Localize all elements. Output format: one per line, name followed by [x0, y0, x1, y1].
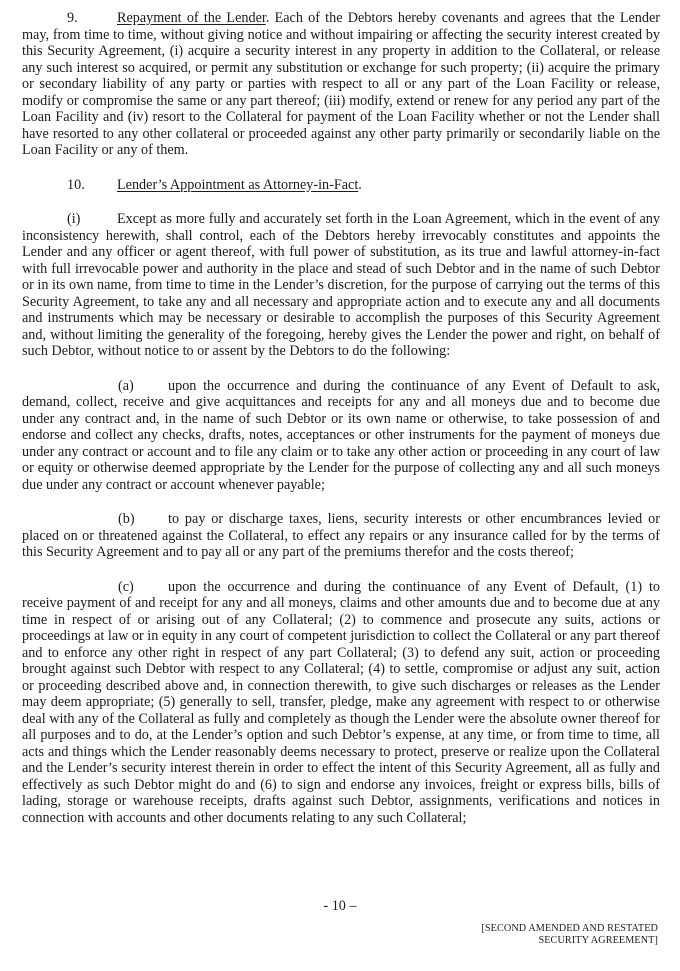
section-10-clause-c: [22, 579, 660, 827]
clause-c-text: upon the occurrence and during the continuance of any Event of Default, (1) to receive payment of and receipt for any and all moneys, claims and other amounts due and to become due at any time in respect of or arising out of any Collateral; (2) to commence and prosecute any suits, actions or proceedings at law or in equity in any court of competent jurisdiction to collect the Collateral or any part thereof and to enforce any other right in respect of any part Collateral; (3) to defend any suit, action or proceeding brought against such Debtor with respect to any Collateral; (4) to settle, compromise or adjust any suit, action or proceeding described above and, in connection therewith, to give such discharges or releases as the Lender may deem appropriate; (5) generally to sell, transfer, pledge, make any agreement with respect to or otherwise deal with any of the Collateral as fully and completely as though the Lender were the absolute owner thereof for all purposes and to do, at the Lender’s option and such Debtor’s expense, at any time, or from time to time, all acts and things which the Lender reasonably deems necessary to protect, preserve or realize upon the Collateral and the Lender’s security interest therein in order to effect the intent of this Security Agreement, all as fully and effectively as such Debtor might do and (6) to sign and endorse any invoices, freight or express bills, bills of lading, storage or warehouse receipts, drafts against such Debtor, assignments, verifications and notices in connection with accounts and other documents relating to any such Collateral;: [22, 578, 660, 826]
section-10-heading: [22, 177, 660, 194]
clause-b-label: (b): [118, 511, 135, 527]
section-10-clause-b: [22, 511, 660, 561]
section-10-clause-a: [22, 378, 660, 494]
clause-i-text: Except as more fully and accurately set forth in the Loan Agreement, which in the event of any inconsistency herewith, shall control, each of the Debtors hereby irrevocably constitutes and appoints the Lender and any officer or agent thereof, with full power of substitution, as its true and lawful attorney-in-fact with full irrevocable power and authority in the place and stead of such Debtor and in the name of such Debtor or in its own name, from time to time in the Lender’s discretion, for the purpose of carrying out the terms of this Security Agreement, to take any and all necessary and appropriate action and to execute any and all documents and instruments which may be necessary or desirable to accomplish the purposes of this Security Agreement and, without limiting the generality of the foregoing, hereby gives the Lender the power and right, on behalf of such Debtor, without notice to or assent by the Debtors to do the following:: [22, 211, 660, 359]
page-number: - 10 –: [323, 898, 357, 914]
section-9-title: Repayment of the Lender: [117, 10, 266, 26]
document-reference: [481, 923, 658, 947]
section-10-title: Lender’s Appointment as Attorney-in-Fact: [117, 176, 359, 193]
document-page: [22, 10, 660, 826]
document-reference-line-1: [SECOND AMENDED AND RESTATED: [481, 923, 658, 934]
clause-b-text: to pay or discharge taxes, liens, security interests or other encumbrances levied or placed on or threatened against the Collateral, to effect any repairs or any insurance called for by the terms of this Security Agreement and to pay all or any part of the premiums therefor and the costs thereof;: [22, 511, 660, 560]
section-10-title-suffix: .: [358, 176, 362, 193]
section-9-body: . Each of the Debtors hereby covenants and agrees that the Lender may, from time to time, without giving notice and without impairing or affecting the security interest created by this Security Agreement, (i) acquire a security interest in any property in addition to the Collateral, or release any such interest so acquired, or permit any substitution or exchange for such property; (ii) acquire the primary or secondary liability of any party or parties with respect to all or any part of the Loan Facility or release, modify or compromise the same or any part thereof; (iii) modify, extend or renew for any period any part of the Loan Facility and (iv) resort to the Collateral for payment of the Loan Facility whether or not the Lender shall have resorted to any other collateral or proceeded against any other party primarily or secondarily liable on the Loan Facility or any of them.: [22, 10, 661, 158]
clause-c-label: (c): [118, 578, 134, 595]
clause-a-label: (a): [118, 377, 134, 394]
clause-a-text: upon the occurrence and during the continuance of any Event of Default to ask, demand, collect, receive and give acquittances and receipts for any and all moneys due and to become due under any contract and, in the name of such Debtor or its own name or otherwise, to take possession of and endorse and collect any checks, drafts, notes, acceptances or other instruments for the payment of moneys due under any contract or account and to file any claim or to take any other action or proceeding in any court of law or equity or otherwise deemed appropriate by the Lender for the purpose of collecting any and all such moneys due under any contract or account whenever payable;: [22, 377, 660, 493]
section-9-number: 9.: [67, 10, 78, 26]
clause-i-label: (i): [67, 211, 81, 227]
document-reference-line-2: SECURITY AGREEMENT]: [538, 935, 658, 946]
section-10-clause-i: [22, 211, 660, 360]
section-9-paragraph: [22, 10, 660, 159]
section-10-number: 10.: [67, 176, 85, 193]
